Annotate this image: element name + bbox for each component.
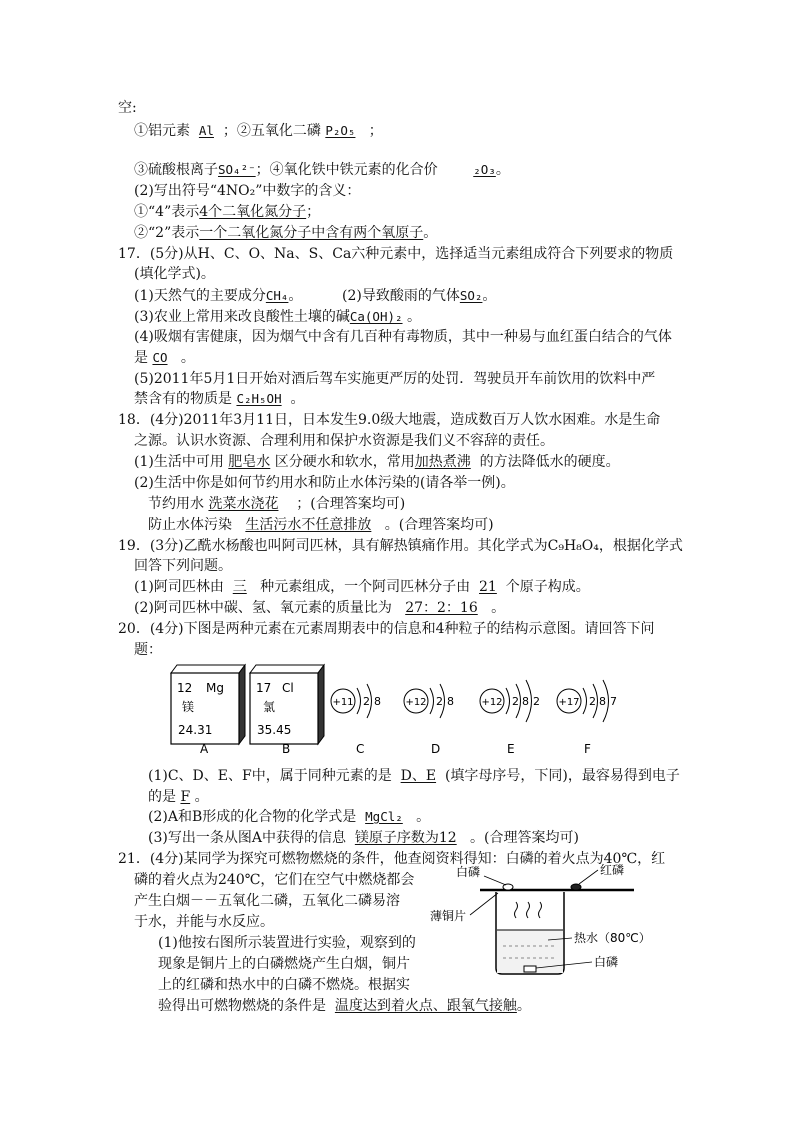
q17-item-5-answer: 禁含有的物质是 C₂H₅OH 。 — [134, 391, 305, 407]
answer-soap-water: 肥皂水 — [228, 454, 271, 470]
card-b-mass: 35.45 — [257, 723, 292, 737]
answer-so2: SO₂ — [459, 288, 483, 303]
answer-atom-count: 21 — [479, 579, 497, 595]
q21-heading: 21．(4分)某同学为探究可燃物燃烧的条件，他查阅资料得知：白磷的着火点为40℃，红 — [118, 851, 666, 867]
periodic-card-mg — [171, 665, 245, 744]
atom-diagram-f — [557, 680, 617, 722]
card-a-mass: 24.31 — [178, 723, 213, 737]
label-c: C — [356, 742, 365, 756]
answer-boiling: 加热煮沸 — [414, 454, 471, 470]
atom-e-shell-2: 8 — [522, 695, 529, 708]
q18-prevent-pollution: 防止水体污染 生活污水不任意排放 。(合理答案均可) — [148, 517, 494, 533]
q20-item-1: (1)C、D、E、F中，属于同种元素的是 D、E (填字母序号，下同)，最容易得到电子 — [148, 768, 680, 784]
q17-item-4: (4)吸烟有害健康，因为烟气中含有几百种有毒物质，其中一种易与血红蛋白结合的气体 — [134, 329, 672, 345]
q16-fill-in-label: 空: — [118, 100, 137, 116]
atom-d-nucleus: +12 — [405, 697, 427, 708]
q16-part-2: (2)写出符号“4NO₂”中数字的含义： — [134, 183, 361, 199]
white-phosphorus-in-water — [524, 966, 536, 972]
answer-fe2o3: ₂O₃ — [473, 162, 496, 177]
answer-ethanol: C₂H₅OH — [236, 391, 282, 406]
answer-mgcl2: MgCl₂ — [365, 809, 403, 824]
q21-item-1-line-3: 上的红磷和热水中的白磷不燃烧。根据实 — [158, 977, 410, 993]
q21-item-1: (1)他按右图所示装置进行实验，观察到的 — [158, 935, 416, 951]
atom-diagram-d — [404, 684, 454, 718]
answer-so4: SO₄²⁻ — [218, 162, 256, 177]
q19-item-2: (2)阿司匹林中碳、氢、氧元素的质量比为 27：2：16 。 — [134, 600, 506, 616]
q20-heading: 20．(4分)下图是两种元素在元素周期表中的信息和4种粒子的结构示意图。请回答下问 — [118, 621, 655, 637]
atom-e-shell-1: 2 — [512, 695, 519, 708]
q17-item-5: (5)2011年5月1日开始对酒后驾车实施更严厉的处罚．驾驶员开车前饮用的饮料中严 — [134, 371, 656, 387]
atom-f-shell-1: 2 — [589, 695, 596, 708]
atom-f-nucleus: +17 — [558, 697, 580, 708]
label-red-phosphorus: 红磷 — [600, 863, 625, 877]
q16-digit-2: ②“2”表示一个二氧化氮分子中含有两个氧原子。 — [134, 225, 438, 241]
q21-line-2: 磷的着火点为240℃，它们在空气中燃烧都会 — [134, 872, 415, 888]
answer-caoh2: Ca(OH)₂ — [349, 309, 403, 324]
q21-item-1-answer: 验得出可燃物燃烧的条件是 温度达到着火点、跟氧气接触。 — [158, 998, 531, 1014]
answer-p2o5: P₂O₅ — [325, 123, 356, 138]
atom-e-nucleus: +12 — [481, 697, 503, 708]
answer-mass-ratio: 27：2：16 — [405, 600, 478, 616]
card-b-name: 氯 — [263, 700, 276, 714]
atom-d-shell-1: 2 — [436, 695, 443, 708]
atom-diagram-c — [331, 684, 381, 718]
label-hot-water: 热水（80℃） — [574, 931, 651, 945]
q20-item-3: (3)写出一条从图A中获得的信息 镁原子序数为12 。(合理答案均可) — [148, 830, 579, 846]
answer-al: Al — [198, 123, 214, 138]
q17-item-3: (3)农业上常用来改良酸性土壤的碱Ca(OH)₂ 。 — [134, 309, 421, 325]
label-a: A — [200, 742, 209, 756]
label-white-phosphorus-top: 白磷 — [456, 865, 481, 879]
atom-diagram-e — [480, 680, 540, 722]
card-b-number: 17 — [256, 681, 272, 695]
q17-heading-cont: (填化学式)。 — [134, 266, 215, 282]
q20-heading-cont: 题： — [134, 642, 162, 658]
card-a-name: 镁 — [182, 700, 195, 714]
label-f: F — [584, 742, 591, 756]
q16-digit-4: ①“4”表示4个二氧化氮分子； — [134, 204, 321, 220]
atom-e-shell-3: 2 — [533, 695, 540, 708]
card-a-number: 12 — [177, 681, 193, 695]
q17-item-1: (1)天然气的主要成分CH₄。 — [134, 288, 303, 304]
answer-combustion-conditions: 温度达到着火点、跟氧气接触 — [334, 998, 517, 1014]
q16-line-1: ①铝元素 Al ；②五氧化二磷 P₂O₅ ； — [134, 123, 383, 139]
q19-heading: 19．(3分)乙酰水杨酸也叫阿司匹林，具有解热镇痛作用。其化学式为C₉H₈O₄，根据化学式 — [118, 538, 683, 554]
card-b-symbol: Cl — [282, 681, 294, 695]
q20-item-1-cont: 的是 F 。 — [148, 789, 209, 805]
answer-save-water: 洗菜水浇花 — [208, 496, 279, 512]
answer-digit-4: 4个二氧化氮分子 — [199, 204, 307, 220]
q17-item-4-answer: 是 CO 。 — [134, 350, 195, 366]
periodic-card-cl — [250, 665, 324, 744]
answer-co: CO — [152, 350, 168, 365]
red-phosphorus-on-plate — [571, 884, 581, 890]
atom-c-nucleus: +11 — [332, 697, 354, 708]
answer-gains-electron: F — [180, 789, 191, 805]
answer-element-count: 三 — [232, 579, 247, 595]
atom-d-shell-2: 8 — [447, 695, 454, 708]
q19-heading-cont: 回答下列问题。 — [134, 558, 232, 574]
q18-item-2: (2)生活中你是如何节约用水和防止水体污染的(请各举一例)。 — [134, 475, 515, 491]
q18-item-1: (1)生活中可用 肥皂水 区分硬水和软水，常用加热煮沸 的方法降低水的硬度。 — [134, 454, 620, 470]
label-copper-plate: 薄铜片 — [430, 909, 467, 923]
q21-item-1-line-2: 现象是铜片上的白磷燃烧产生白烟，铜片 — [158, 956, 410, 972]
label-b: B — [282, 742, 291, 756]
label-e: E — [507, 742, 515, 756]
answer-same-element: D、E — [400, 768, 437, 784]
atom-c-shell-2: 8 — [374, 695, 381, 708]
q20-item-2: (2)A和B形成的化合物的化学式是 MgCl₂ 。 — [148, 809, 431, 825]
q18-heading: 18．(4分)2011年3月11日，日本发生9.0级大地震，造成数百万人饮水困难。水是生命 — [118, 412, 661, 428]
answer-prevent-pollution: 生活污水不任意排放 — [245, 517, 372, 533]
q20-figure — [160, 658, 650, 758]
answer-ch4: CH₄ — [265, 288, 289, 303]
answer-info-from-a: 镁原子序数为12 — [354, 830, 457, 846]
q16-line-2: ③硫酸根离子SO₄²⁻；④氧化铁中铁元素的化合价 ₂O₃。 — [134, 162, 510, 178]
q17-item-2: (2)导致酸雨的气体SO₂。 — [342, 288, 497, 304]
q17-heading: 17．(5分)从H、C、O、Na、S、Ca六种元素中，选择适当元素组成符合下列要求的物质 — [118, 246, 674, 262]
label-d: D — [431, 742, 441, 756]
q18-heading-cont: 之源。认识水资源、合理利用和保护水资源是我们义不容辞的责任。 — [134, 433, 554, 449]
q21-apparatus-figure — [428, 860, 668, 985]
white-phosphorus-on-plate — [503, 884, 513, 890]
label-white-phosphorus-bottom: 白磷 — [594, 955, 619, 969]
q21-line-4: 于水，并能与水反应。 — [134, 914, 274, 930]
atom-f-shell-3: 7 — [610, 695, 617, 708]
q18-save-water: 节约用水 洗菜水浇花 ；(合理答案均可) — [148, 496, 406, 512]
q21-line-3: 产生白烟－－五氧化二磷，五氧化二磷易溶 — [134, 893, 400, 909]
atom-f-shell-2: 8 — [599, 695, 606, 708]
card-a-symbol: Mg — [206, 681, 224, 695]
q19-item-1: (1)阿司匹林由 三 种元素组成，一个阿司匹林分子由 21 个原子构成。 — [134, 579, 590, 595]
answer-digit-2: 一个二氧化氮分子中含有两个氧原子 — [199, 225, 424, 241]
atom-c-shell-1: 2 — [363, 695, 370, 708]
